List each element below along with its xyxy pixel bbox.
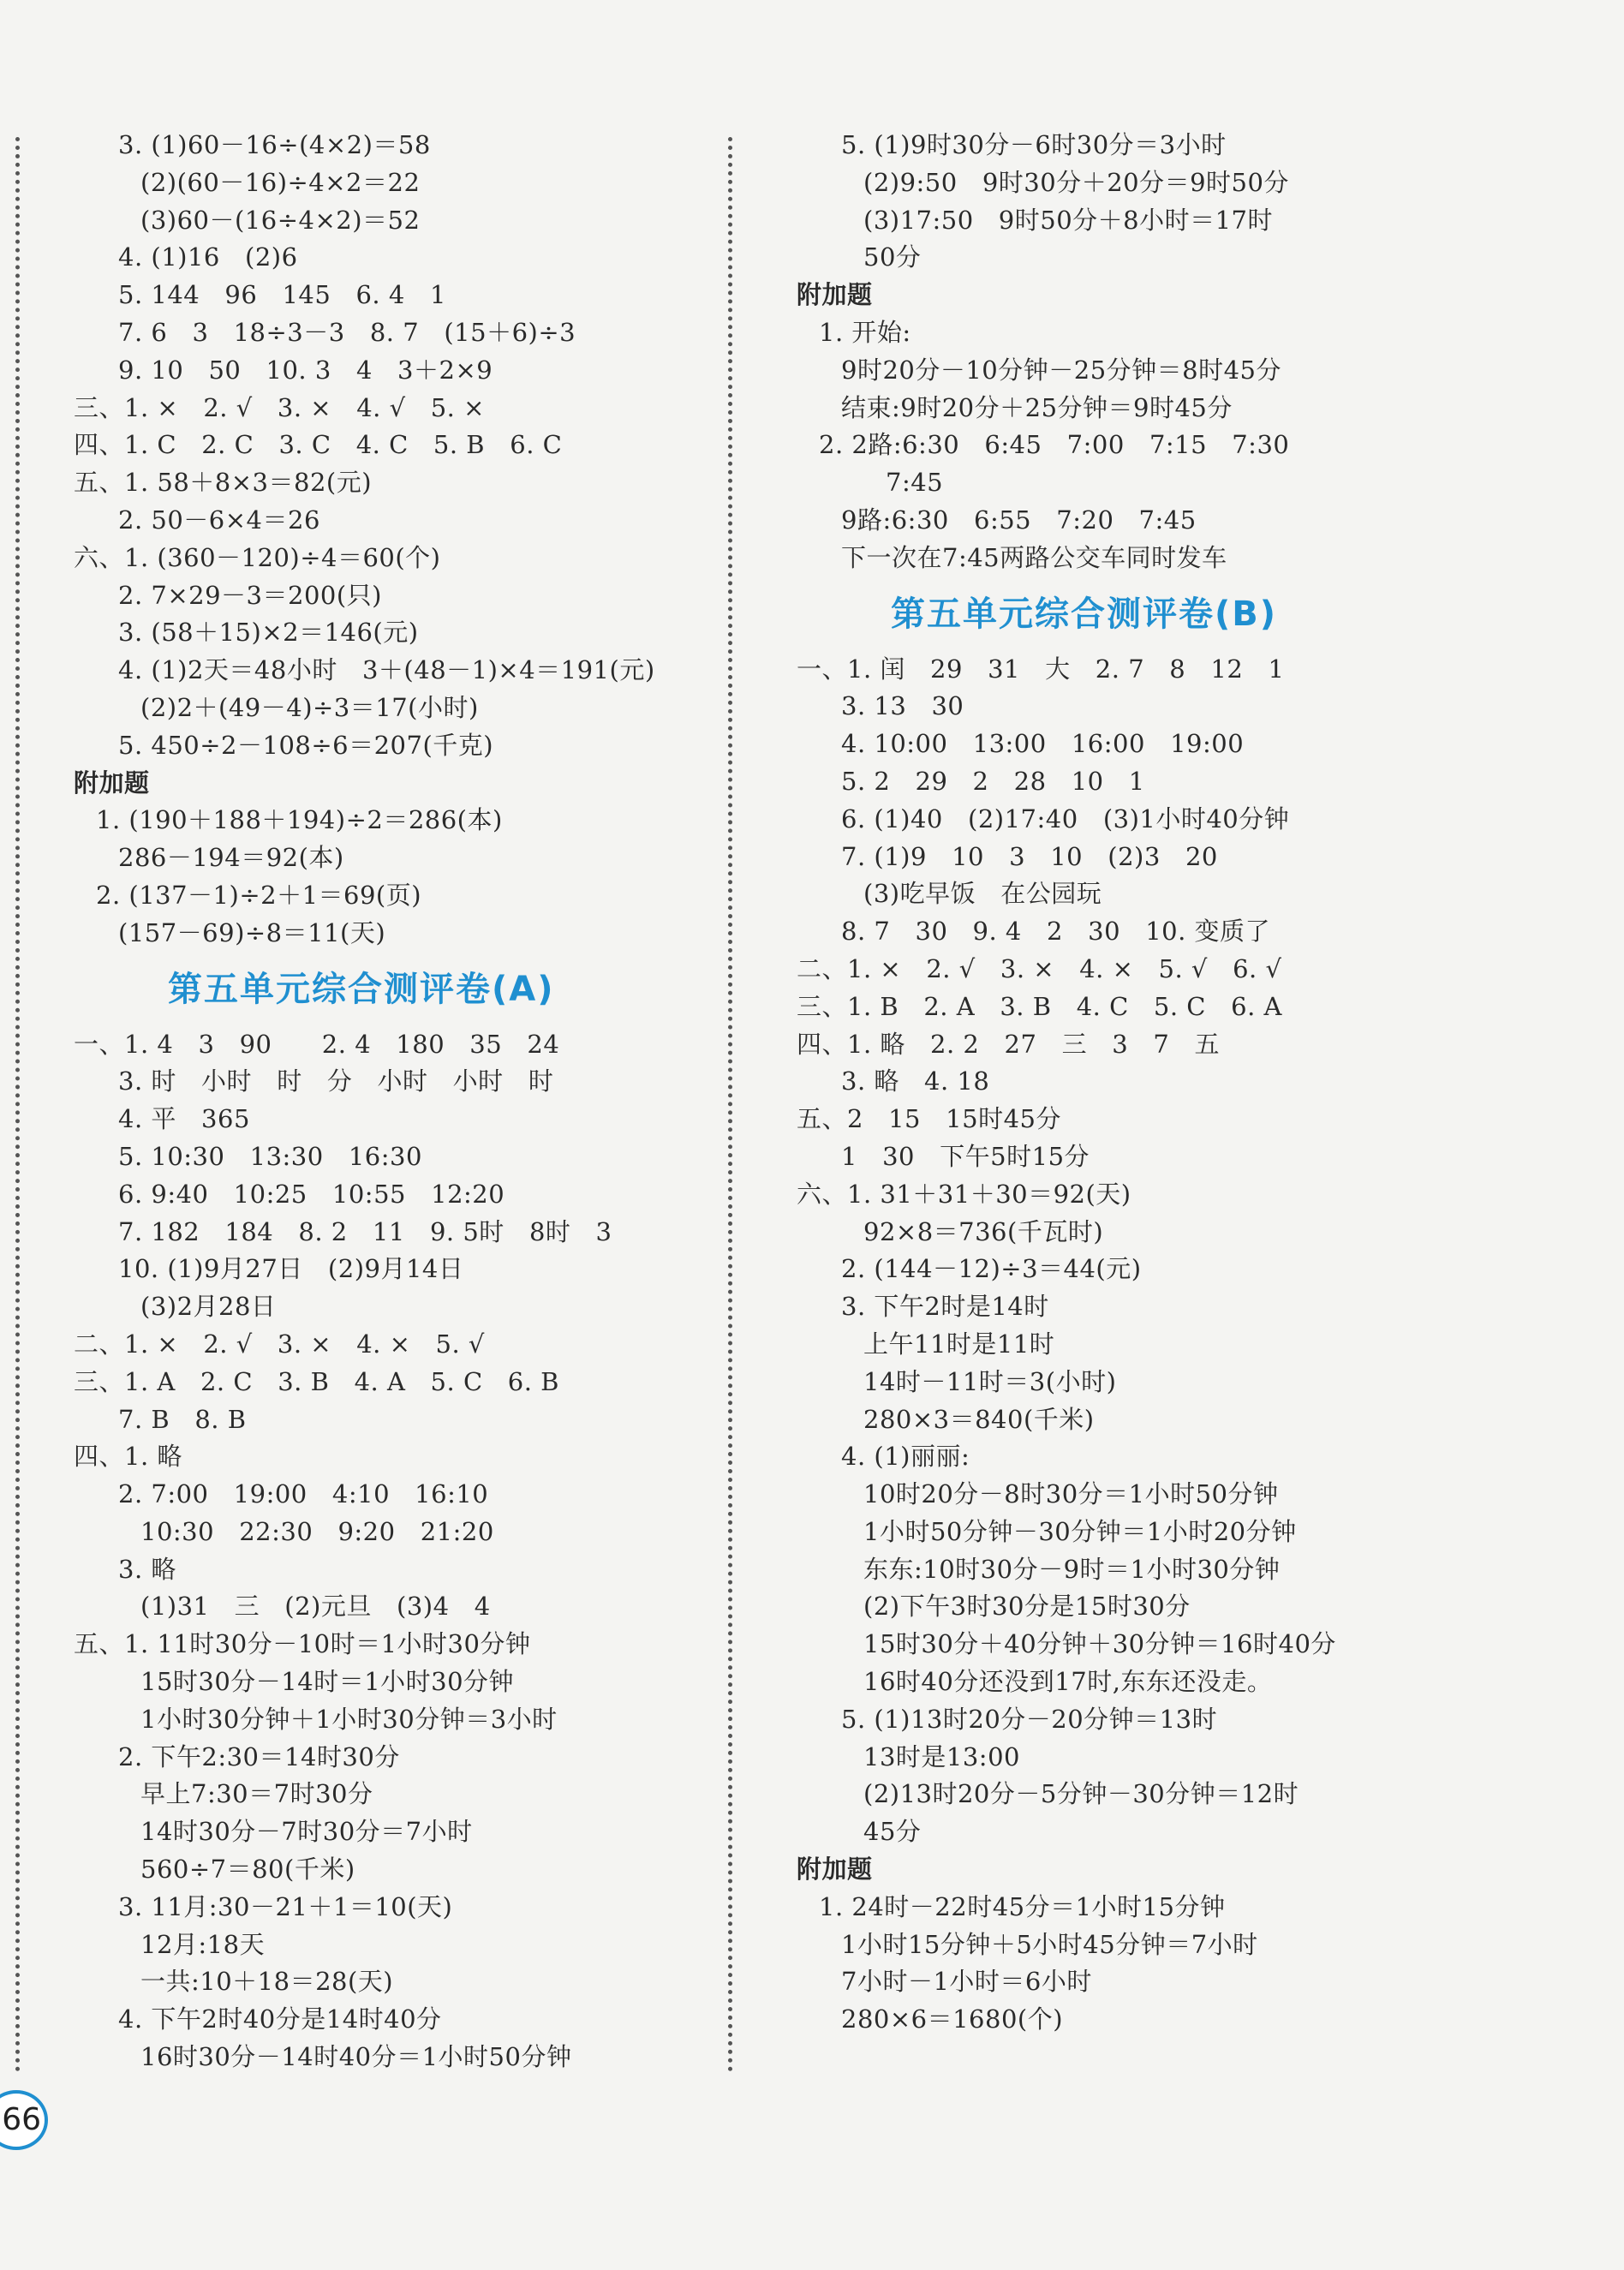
answer-line: 5. 10:30 13:30 16:30 xyxy=(118,1141,422,1171)
answer-line: 2. 7:00 19:00 4:10 16:10 xyxy=(118,1479,489,1509)
answer-line: 15时30分－14时＝1小时30分钟 xyxy=(140,1667,515,1697)
answer-line: 15时30分＋40分钟＋30分钟＝16时40分 xyxy=(863,1629,1336,1659)
answer-line: 6. (1)40 (2)17:40 (3)1小时40分钟 xyxy=(841,803,1290,833)
answer-line: 92×8＝736(千瓦时) xyxy=(863,1216,1104,1246)
answer-line: 4. (1)16 (2)6 xyxy=(118,242,298,272)
answer-line: 4. 平 365 xyxy=(118,1104,250,1134)
answer-line: 1. 24时－22时45分＝1小时15分钟 xyxy=(819,1891,1226,1921)
answer-line: 早上7:30＝7时30分 xyxy=(140,1779,373,1809)
answer-line: (2)(60－16)÷4×2＝22 xyxy=(140,167,421,197)
answer-line: 1小时15分钟＋5小时45分钟＝7小时 xyxy=(841,1929,1258,1959)
answer-line: 一、1. 4 3 90 2. 4 180 35 24 xyxy=(74,1029,560,1059)
answer-line: (3)17:50 9时50分＋8小时＝17时 xyxy=(863,205,1274,235)
section-heading: 附加题 xyxy=(797,1855,873,1885)
answer-line: 9时20分－10分钟－25分钟＝8时45分 xyxy=(841,355,1282,385)
answer-line: 3. 略 4. 18 xyxy=(841,1066,990,1096)
answer-line: 3. 下午2时是14时 xyxy=(841,1292,1049,1322)
answer-line: 4. 下午2时40分是14时40分 xyxy=(118,2004,442,2034)
section-heading: 附加题 xyxy=(74,768,150,797)
answer-line: 二、1. × 2. √ 3. × 4. × 5. √ xyxy=(74,1329,485,1359)
answer-line: 14时－11时＝3(小时) xyxy=(863,1366,1117,1396)
answer-line: 5. (1)9时30分－6时30分＝3小时 xyxy=(841,130,1227,159)
section-heading: 附加题 xyxy=(797,280,873,310)
answer-line: (3)吃早饭 在公园玩 xyxy=(863,879,1102,909)
answer-line: 13时是13:00 xyxy=(863,1741,1020,1771)
answer-line: 16时30分－14时40分＝1小时50分钟 xyxy=(140,2042,572,2072)
answer-line: 六、1. 31＋31＋30＝92(天) xyxy=(797,1179,1131,1209)
answer-line: 三、1. × 2. √ 3. × 4. √ 5. × xyxy=(74,392,485,422)
answer-line: 四、1. 略 xyxy=(74,1442,182,1472)
answer-line: 3. (58＋15)×2＝146(元) xyxy=(118,618,419,648)
answer-line: 10时20分－8时30分＝1小时50分钟 xyxy=(863,1479,1279,1509)
answer-line: 四、1. C 2. C 3. C 4. C 5. B 6. C xyxy=(74,430,563,460)
answer-line: 四、1. 略 2. 2 27 三 3 7 五 xyxy=(797,1029,1220,1059)
answer-line: 2. (144－12)÷3＝44(元) xyxy=(841,1254,1142,1284)
answer-line: 东东:10时30分－9时＝1小时30分钟 xyxy=(863,1554,1281,1584)
answer-line: 5. 450÷2－108÷6＝207(千克) xyxy=(118,730,494,760)
answer-line: 45分 xyxy=(863,1817,922,1847)
column-divider-dots xyxy=(728,137,732,2073)
answer-line: 50分 xyxy=(863,242,922,272)
answer-line: 280×3＝840(千米) xyxy=(863,1404,1095,1434)
answer-line: 五、2 15 15时45分 xyxy=(797,1104,1061,1134)
answer-line: (157－69)÷8＝11(天) xyxy=(118,917,386,947)
answer-line: 5. (1)13时20分－20分钟＝13时 xyxy=(841,1704,1218,1734)
answer-line: 9路:6:30 6:55 7:20 7:45 xyxy=(841,505,1197,535)
answer-line: (2)下午3时30分是15时30分 xyxy=(863,1592,1191,1622)
answer-line: 16时40分还没到17时,东东还没走。 xyxy=(863,1667,1273,1697)
answer-line: (2)2＋(49－4)÷3＝17(小时) xyxy=(140,692,479,722)
answer-line: 3. (1)60－16÷(4×2)＝58 xyxy=(118,130,431,159)
answer-line: 7. (1)9 10 3 10 (2)3 20 xyxy=(841,841,1218,871)
answer-line: 2. 50－6×4＝26 xyxy=(118,505,320,535)
answer-line: 4. (1)2天＝48小时 3＋(48－1)×4＝191(元) xyxy=(118,655,655,685)
answer-line: 3. 11月:30－21＋1＝10(天) xyxy=(118,1891,453,1921)
answer-line: 5. 2 29 2 28 10 1 xyxy=(841,766,1145,796)
answer-line: 6. 9:40 10:25 10:55 12:20 xyxy=(118,1179,505,1209)
answer-line: 10:30 22:30 9:20 21:20 xyxy=(140,1516,494,1546)
answer-line: 二、1. × 2. √ 3. × 4. × 5. √ 6. √ xyxy=(797,953,1282,983)
answer-line: 1. (190＋188＋194)÷2＝286(本) xyxy=(96,805,503,835)
answer-line: 三、1. A 2. C 3. B 4. A 5. C 6. B xyxy=(74,1366,559,1396)
answer-line: 1. 开始: xyxy=(819,317,911,347)
answer-line: 7. 6 3 18÷3－3 8. 7 (15＋6)÷3 xyxy=(118,317,576,347)
answer-line: 2. (137－1)÷2＋1＝69(页) xyxy=(96,880,422,910)
answer-line: 3. 略 xyxy=(118,1554,176,1584)
left-answer-column xyxy=(74,127,708,2076)
section-title: 第五单元综合测评卷(B) xyxy=(891,594,1278,634)
answer-line: 7小时－1小时＝6小时 xyxy=(841,1967,1092,1997)
answer-line: 上午11时是11时 xyxy=(863,1329,1055,1359)
answer-line: 7. 182 184 8. 2 11 9. 5时 8时 3 xyxy=(118,1216,612,1246)
answer-line: 3. 13 30 xyxy=(841,691,964,721)
answer-line: 10. (1)9月27日 (2)9月14日 xyxy=(118,1254,464,1284)
answer-line: 1 30 下午5时15分 xyxy=(841,1141,1090,1171)
answer-line: 结束:9时20分＋25分钟＝9时45分 xyxy=(841,392,1233,422)
answer-line: (2)9:50 9时30分＋20分＝9时50分 xyxy=(863,167,1289,197)
answer-line: 12月:18天 xyxy=(140,1929,266,1959)
answer-line: 280×6＝1680(个) xyxy=(841,2004,1064,2034)
answer-line: 5. 144 96 145 6. 4 1 xyxy=(118,280,446,310)
answer-line: 2. 下午2:30＝14时30分 xyxy=(118,1741,400,1771)
answer-line: 一、1. 闰 29 31 大 2. 7 8 12 1 xyxy=(797,654,1285,684)
answer-line: 3. 时 小时 时 分 小时 小时 时 xyxy=(118,1066,554,1096)
answer-line: 9. 10 50 10. 3 4 3＋2×9 xyxy=(118,355,493,385)
answer-line: 三、1. B 2. A 3. B 4. C 5. C 6. A xyxy=(797,991,1282,1021)
answer-line: 4. 10:00 13:00 16:00 19:00 xyxy=(841,729,1245,759)
answer-line: 一共:10＋18＝28(天) xyxy=(140,1967,394,1997)
answer-line: 2. 7×29－3＝200(只) xyxy=(118,580,382,610)
answer-line: 1小时50分钟－30分钟＝1小时20分钟 xyxy=(863,1516,1297,1546)
answer-line: 8. 7 30 9. 4 2 30 10. 变质了 xyxy=(841,917,1271,947)
answer-line: 7:45 xyxy=(886,468,944,498)
answer-line: 1小时30分钟＋1小时30分钟＝3小时 xyxy=(140,1704,558,1734)
answer-line: (1)31 三 (2)元旦 (3)4 4 xyxy=(140,1592,491,1622)
answer-line: 4. (1)丽丽: xyxy=(841,1442,970,1472)
answer-line: (2)13时20分－5分钟－30分钟＝12时 xyxy=(863,1779,1299,1809)
answer-line: 六、1. (360－120)÷4＝60(个) xyxy=(74,542,441,572)
section-title: 第五单元综合测评卷(A) xyxy=(168,969,555,1009)
right-answer-column xyxy=(797,127,1430,2039)
answer-line: 五、1. 58＋8×3＝82(元) xyxy=(74,468,373,498)
answer-line: (3)2月28日 xyxy=(140,1292,277,1322)
answer-line: 五、1. 11时30分－10时＝1小时30分钟 xyxy=(74,1629,531,1659)
answer-line: 下一次在7:45两路公交车同时发车 xyxy=(841,542,1227,572)
answer-line: 14时30分－7时30分＝7小时 xyxy=(140,1817,473,1847)
answer-line: 7. B 8. B xyxy=(118,1404,247,1434)
answer-line: (3)60－(16÷4×2)＝52 xyxy=(140,205,421,235)
answer-line: 286－194＝92(本) xyxy=(118,843,344,873)
page-number-badge: 66 xyxy=(0,2090,48,2150)
binding-dots-left xyxy=(15,137,20,2073)
answer-line: 560÷7＝80(千米) xyxy=(140,1855,355,1885)
answer-line: 2. 2路:6:30 6:45 7:00 7:15 7:30 xyxy=(819,430,1290,460)
